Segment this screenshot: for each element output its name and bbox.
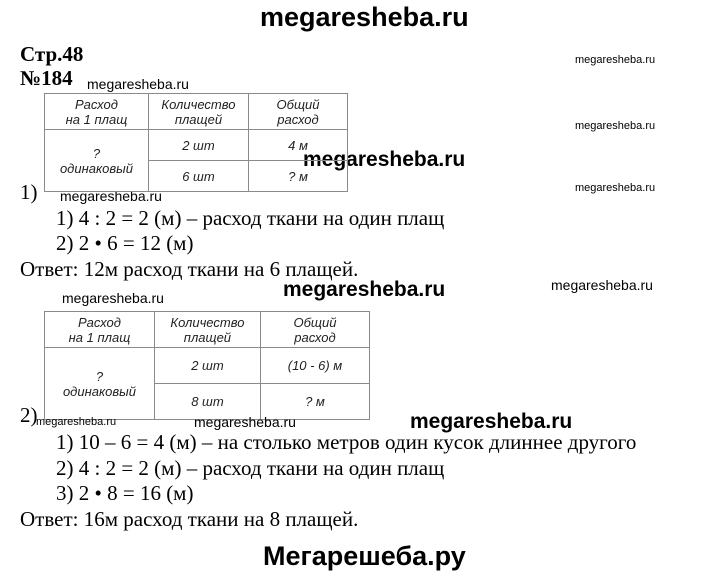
answer: Ответ: 16м расход ткани на 8 плащей. [20,507,359,531]
watermark: megaresheba.ru [575,182,656,194]
header-total: Общий расход [260,312,369,348]
watermark-large: megaresheba.ru [410,410,573,433]
footer-watermark: Мегарешеба.ру [263,541,466,571]
solution-step: 1) 4 : 2 = 2 (м) – расход ткани на один плащ [56,206,445,230]
answer: Ответ: 12м расход ткани на 6 плащей. [20,257,359,281]
task-number: №184 [20,66,73,90]
watermark: megaresheba.ru [551,277,653,293]
data-table-2 [44,311,370,420]
header-total: Общий расход [248,94,347,130]
cell-total: ? м [260,384,369,420]
header-rate: Расход на 1 плащ [45,312,155,348]
cell-count: 2 шт [148,130,248,161]
cell-count: 2 шт [154,348,260,384]
cell-total: (10 - 6) м [260,348,369,384]
watermark: megaresheba.ru [62,290,164,306]
header-count: Количество плащей [154,312,260,348]
solution-step: 2) 2 • 6 = 12 (м) [56,231,194,255]
watermark-large: megaresheba.ru [303,148,466,171]
data-table-1 [44,93,348,192]
header-rate: Расход на 1 плащ [45,94,149,130]
watermark: megaresheba.ru [36,416,117,428]
part-label: 2) [20,403,38,427]
watermark: megaresheba.ru [575,120,656,132]
watermark: megaresheba.ru [575,54,656,66]
cell-count: 6 шт [148,161,248,192]
watermark: megaresheba.ru [87,76,189,92]
watermark: megaresheba.ru [194,414,296,430]
header-watermark: megaresheba.ru [260,2,469,32]
header-count: Количество плащей [148,94,248,130]
solution-step: 3) 2 • 8 = 16 (м) [56,481,194,505]
watermark-large: megaresheba.ru [283,278,446,301]
solution-step: 1) 10 – 6 = 4 (м) – на столько метров один кусок длиннее другого [56,430,637,454]
cell-count: 8 шт [154,384,260,420]
cell-rate: ? одинаковый [45,130,149,192]
cell-total: ? м [248,161,347,192]
watermark: megaresheba.ru [60,188,162,204]
cell-rate: ? одинаковый [45,348,155,420]
solution-step: 2) 4 : 2 = 2 (м) – расход ткани на один плащ [56,456,445,480]
cell-total: 4 м [248,130,347,161]
part-label: 1) [20,180,38,204]
page-reference: Стр.48 [20,42,84,66]
